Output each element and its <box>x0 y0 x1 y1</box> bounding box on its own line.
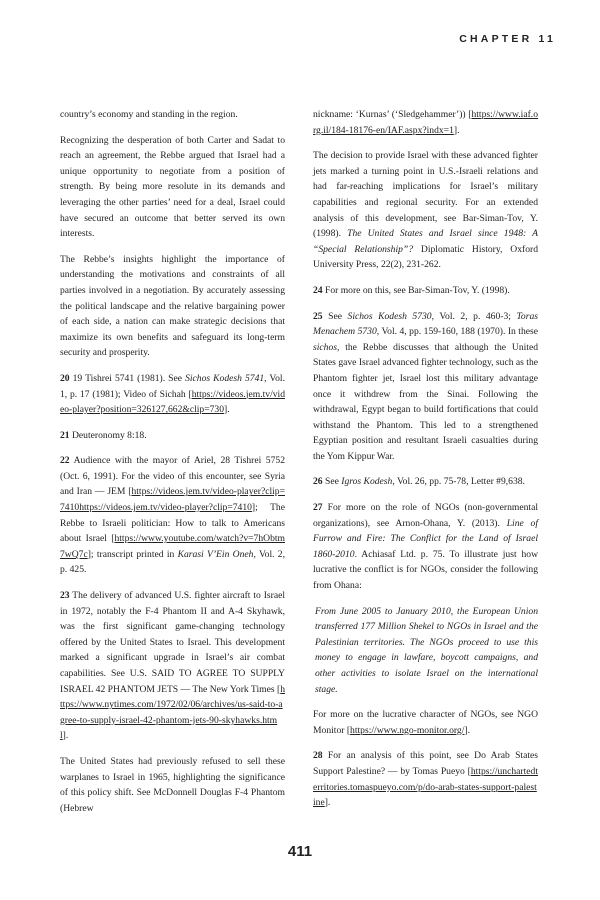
footnote-title: Sichos Kodesh 5730 <box>347 310 432 322</box>
footnote-text: ]; transcript printed in <box>87 548 178 560</box>
footnote-number: 27 <box>313 502 323 514</box>
footnote-text: , Vol. 4, pp. 159-160, 188 (1970). In these <box>376 326 539 338</box>
footnote-title: Line of Furrow and Fire: The Conflict for the Land of Israel 1860-2010 <box>313 517 539 560</box>
footnote-title: Karasi V’Ein Oneh <box>177 548 254 560</box>
body-paragraph <box>313 107 538 138</box>
footnote-number: 26 <box>313 476 323 488</box>
footnote-link[interactable]: https://unchartedterritories.tomaspueyo.com/p/do-arab-states-support-palestine <box>313 765 538 809</box>
footnote-link[interactable]: https://videos.jem.tv/video-player?position=326127,662&clip=730 <box>60 388 285 416</box>
footnote-text: ]. <box>224 404 230 416</box>
paragraph-text: Diplomatic History, Oxford University Press, 22(2), 231-262. <box>313 243 538 271</box>
footnote-link[interactable]: https://www.iaf.org.il/184-18176-en/IAF.aspx?indx=1 <box>313 109 538 136</box>
paragraph-text: For more on the lucrative character of NGOs, see NGO Monitor [ <box>313 709 538 736</box>
footnote-number: 21 <box>60 429 70 441</box>
footnote-text: Audience with the mayor of Ariel, 28 Tishrei 5752 (Oct. 6, 1991). For the video of this encounter, see Syria and Iran — JEM [ <box>60 455 285 498</box>
page-number: 411 <box>287 843 313 860</box>
paragraph-text: The decision to provide Israel with these advanced fighter jets marked a turning point in U.S.-Israeli relations and had far-reaching implications for Israel’s military capabilities and regional security. For an extended analysis of this development, see Bar-Siman-Tov, Y. (1998). <box>313 150 538 240</box>
footnote-text: For an analysis of this point, see Do Arab States Support Palestine? — by Tomas Pueyo [ <box>313 750 538 777</box>
chapter-header: CHAPTER 11 <box>459 33 556 45</box>
footnote-text: ]; The Rebbe to Israeli politician: How to talk to Americans about Israel [ <box>60 502 285 545</box>
footnote-number: 22 <box>60 455 70 467</box>
footnote-link[interactable]: https://www.nytimes.com/1972/02/06/archives/us-said-to-agree-to-supply-israel-42-phantom-jets-90-skyhawks.html <box>60 683 285 742</box>
body-paragraph: Recognizing the desperation of both Carter and Sadat to reach an agreement, the Rebbe argued that Israel had a unique opportunity to negotiate from a position of strength. By being more resolute in its demands and leveraging the other parties’ need for a deal, Israel could have secured an outcome that better served its own interests. <box>60 134 285 240</box>
body-paragraph: The Rebbe’s insights highlight the importance of understanding the motivations and constraints of all parties involved in a negotiation. By accurately assessing the political landscape and the relative bargaining power of each side, a nation can make strategic decisions that maximize its own benefits and safeguard its long-term security and prosperity. <box>60 253 285 359</box>
footnote-number: 25 <box>313 310 323 322</box>
body-paragraph: The United States had previously refused to sell these warplanes to Israel in 1965, highlighting the significance of this policy shift. See McDonnell Douglas F-4 Phantom (Hebrew <box>60 755 285 814</box>
footnote-title: Toras Menachem 5730 <box>313 310 538 338</box>
paragraph-text: ]. <box>453 124 460 136</box>
footnote-text: See <box>322 476 342 488</box>
footnote-text: See <box>322 310 348 322</box>
footnote-title: sichos <box>313 341 337 353</box>
footnote-title: Igros Kodesh <box>341 476 393 488</box>
footnote-title: Sichos Kodesh 5741 <box>185 372 265 384</box>
footnote-text: , Vol. 1, p. 17 (1981); Video of Sichah [ <box>60 372 285 400</box>
footnote-21 <box>60 428 285 444</box>
footnote-text: For more on the role of NGOs (non-governmental organizations), see Arnon-Ohana, Y. (2013). <box>313 502 538 529</box>
footnote-20 <box>60 371 285 418</box>
footnote-28 <box>313 748 538 810</box>
footnote-25 <box>313 309 538 465</box>
block-quote: From June 2005 to January 2010, the European Union transferred 177 Million Shekel to NGOs in Israel and the Palestinian territories. The NGOs proceed to use this money to engage in lawfare, boycott campaigns, and other activities to isolate Israel on the international stage. <box>315 605 538 695</box>
body-paragraph <box>313 148 538 273</box>
body-paragraph: country’s economy and standing in the region. <box>60 109 238 120</box>
footnote-text: 19 Tishrei 5741 (1981). See <box>69 372 186 384</box>
footnote-text: , Vol. 2, p. 425. <box>60 548 285 576</box>
footnote-text: , Vol. 26, pp. 75-78, Letter #9,638. <box>392 476 525 488</box>
footnote-text: ]. <box>62 730 69 742</box>
footnote-number: 28 <box>313 750 323 762</box>
book-title: The United States and Israel since 1948: A “Special Relationship”? <box>313 228 538 255</box>
footnote-text: , Vol. 2, p. 460-3; <box>431 310 517 322</box>
footnote-link[interactable]: https://www.ngo-monitor.org/ <box>350 724 465 736</box>
footnote-22 <box>60 453 285 578</box>
footnote-number: 20 <box>60 372 70 384</box>
footnote-23 <box>60 588 285 744</box>
footnote-26 <box>313 474 538 490</box>
paragraph-text: nickname: ‘Kurnas’ (‘Sledgehammer’)) [ <box>313 109 472 120</box>
footnote-number: 24 <box>313 284 323 296</box>
footnote-number: 23 <box>60 590 70 602</box>
footnote-27 <box>313 500 538 594</box>
paragraph-text: ]. <box>464 724 470 736</box>
left-column <box>60 107 285 826</box>
right-column <box>313 107 538 821</box>
footnote-text: ]. <box>324 797 331 809</box>
footnote-text: Deuteronomy 8:18. <box>69 429 147 441</box>
footnote-text: The delivery of advanced U.S. fighter aircraft to Israel in 1972, notably the F-4 Phantom II and A-4 Skyhawk, was the first significant game-changing technology offered by the United States to Israel. This development marked a significant upgrade in Israel’s air combat capabilities. See U.S. SAID TO AGREE TO SUPPLY ISRAEL 42 PHANTOM JETS — The New York Times [ <box>60 590 285 695</box>
footnote-text: . Achiasaf Ltd. p. 75. To illustrate just how lucrative the conflict is for NGOs, consider the following from Ohana: <box>313 548 538 592</box>
footnote-link[interactable]: https://videos.jem.tv/video-player?clip=7410https://videos.jem.tv/video-player?clip=7410 <box>60 486 285 514</box>
footnote-text: , the Rebbe discusses that although the United States gave Israel advanced fighter technology, such as the Phantom fighter jet, Israel lost this military advantage once it withdrew from the Sinai. Following the withdrawal, Egypt began to build fortifications that could withstand the Phantom. This led to a strengthened Egyptian position and resultant Israeli casualties during the Yom Kippur War. <box>313 341 539 462</box>
footnote-link[interactable]: https://www.youtube.com/watch?v=7hObtm7wQ7c <box>60 533 285 560</box>
footnote-24 <box>313 283 538 299</box>
footnote-text: For more on this, see Bar-Siman-Tov, Y. (1998). <box>322 284 510 296</box>
body-paragraph <box>313 707 538 738</box>
